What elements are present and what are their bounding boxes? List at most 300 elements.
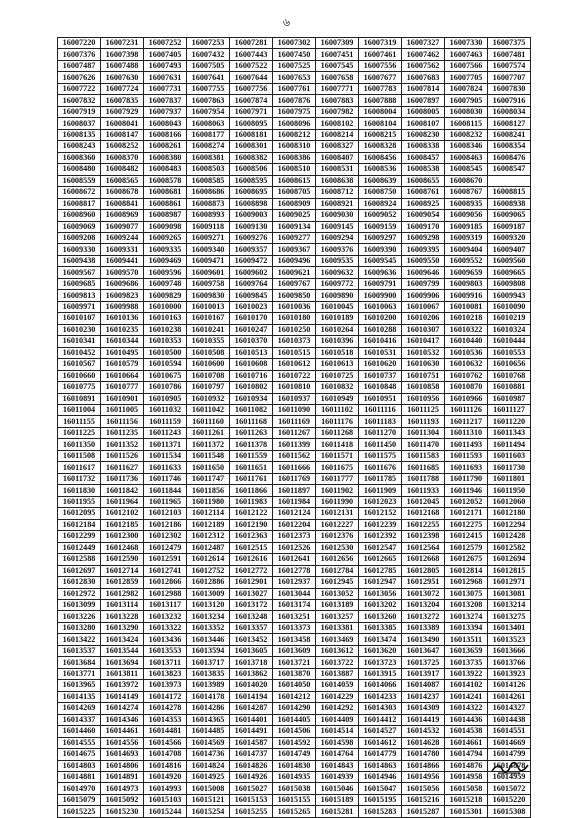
table-cell: 16007653 [273, 72, 316, 83]
table-cell: 16013862 [230, 668, 273, 679]
table-cell: 16014876 [445, 760, 488, 771]
table-cell: 16007574 [488, 60, 531, 71]
table-cell: 16011933 [402, 485, 445, 496]
table-cell: 16008815 [488, 187, 531, 198]
table-cell: 16007783 [359, 83, 402, 94]
table-row [58, 359, 531, 370]
table-cell: 16009988 [101, 301, 144, 312]
table-cell: 16008463 [445, 152, 488, 163]
table-cell: 16011790 [445, 473, 488, 484]
table-cell: 16014779 [359, 749, 402, 760]
table-cell: 16008166 [144, 129, 187, 140]
table-cell: 16007756 [230, 83, 273, 94]
table-cell: 16009685 [58, 278, 101, 289]
table-cell: 16012255 [402, 519, 445, 530]
table-row [58, 577, 531, 588]
table-cell: 16012275 [445, 519, 488, 530]
table-cell: 16008767 [445, 187, 488, 198]
table-cell: 16009601 [187, 267, 230, 278]
table-row [58, 118, 531, 129]
table-cell: 16010036 [273, 301, 316, 312]
table-cell: 16008381 [187, 152, 230, 163]
table-cell: 16010440 [445, 336, 488, 347]
table-cell: 16013260 [359, 611, 402, 622]
table-cell: 16008873 [187, 198, 230, 209]
table-row [58, 806, 531, 817]
table-cell: 16012815 [488, 565, 531, 576]
table-cell: 16010810 [273, 382, 316, 393]
table-cell: 16011005 [101, 405, 144, 416]
table-cell: 16010612 [273, 359, 316, 370]
table-row [58, 794, 531, 805]
table-cell: 16011650 [187, 462, 230, 473]
table-cell: 16008536 [359, 164, 402, 175]
table-cell: 16007525 [273, 60, 316, 71]
table-row [58, 657, 531, 668]
table-cell: 16011270 [359, 427, 402, 438]
table-cell: 16011267 [273, 427, 316, 438]
table-cell: 16012479 [144, 542, 187, 553]
table-cell: 16009065 [488, 210, 531, 221]
table-cell: 16007883 [316, 95, 359, 106]
table-cell: 16013718 [230, 657, 273, 668]
table-cell: 16007897 [402, 95, 445, 106]
table-cell: 16008559 [58, 175, 101, 186]
table-cell: 16010620 [359, 359, 402, 370]
table-cell: 16008181 [230, 129, 273, 140]
table-cell: 16008960 [58, 210, 101, 221]
table-cell: 16014229 [316, 691, 359, 702]
table-cell: 16015038 [273, 783, 316, 794]
table-cell: 16008695 [230, 187, 273, 198]
table-cell: 16010656 [488, 359, 531, 370]
table-cell: 16011263 [230, 427, 273, 438]
table-cell: 16010444 [488, 336, 531, 347]
table-cell: 16011965 [144, 496, 187, 507]
table-cell: 16007814 [402, 83, 445, 94]
table-cell: 16013511 [445, 634, 488, 645]
table-cell: 16014346 [101, 714, 144, 725]
table-cell: 16014514 [316, 726, 359, 737]
table-cell: 16013027 [230, 588, 273, 599]
table-cell: 16010848 [359, 382, 402, 393]
table-cell: 16007705 [445, 72, 488, 83]
table-row [58, 691, 531, 702]
table-cell: 16014436 [445, 714, 488, 725]
table-cell: 16010832 [316, 382, 359, 393]
table-cell: 16013385 [359, 622, 402, 633]
table-cell: 16012665 [359, 554, 402, 565]
table-cell: 16009357 [230, 244, 273, 255]
table-row [58, 83, 531, 94]
table-cell: 16011032 [144, 405, 187, 416]
table-cell: 16007929 [101, 106, 144, 117]
table-cell: 16012023 [359, 496, 402, 507]
table-cell: 16014506 [273, 726, 316, 737]
table-cell: 16011470 [402, 439, 445, 450]
table-cell: 16013722 [316, 657, 359, 668]
table-row [58, 749, 531, 760]
table-cell: 16011603 [488, 450, 531, 461]
table-cell: 16011983 [230, 496, 273, 507]
table-cell: 16009407 [488, 244, 531, 255]
table-cell: 16012515 [230, 542, 273, 553]
table-cell: 16009376 [316, 244, 359, 255]
table-cell: 16012095 [58, 508, 101, 519]
table-cell: 16010567 [58, 359, 101, 370]
table-cell: 16015301 [445, 806, 488, 817]
table-cell: 16007630 [101, 72, 144, 83]
table-row [58, 554, 531, 565]
table-cell: 16014353 [144, 714, 187, 725]
table-cell: 16008585 [187, 175, 230, 186]
table-cell: 16007755 [187, 83, 230, 94]
table-cell: 16013605 [230, 645, 273, 656]
table-row [58, 542, 531, 553]
table-cell: 16014816 [144, 760, 187, 771]
table-cell: 16013923 [488, 668, 531, 679]
table-cell: 16012122 [230, 508, 273, 519]
table-row [58, 496, 531, 507]
table-row [58, 152, 531, 163]
table-cell: 16010536 [445, 347, 488, 358]
table-cell: 16007556 [359, 60, 402, 71]
table-cell: 16008969 [101, 210, 144, 221]
table-cell: 16012772 [230, 565, 273, 576]
table-cell: 16010250 [273, 324, 316, 335]
table-cell: 16011155 [58, 416, 101, 427]
table-cell: 16007731 [144, 83, 187, 94]
table-cell: 16011627 [101, 462, 144, 473]
table-cell: 16009602 [230, 267, 273, 278]
table-cell: 16009276 [230, 232, 273, 243]
table-cell: 16008595 [230, 175, 273, 186]
table-cell: 16009298 [402, 232, 445, 243]
table-cell: 16012124 [273, 508, 316, 519]
table-row [58, 210, 531, 221]
table-cell: 16011534 [144, 450, 187, 461]
table-cell: 16009118 [187, 221, 230, 232]
table-cell: 16011830 [58, 485, 101, 496]
table-cell: 16010901 [101, 393, 144, 404]
table-cell: 16013251 [273, 611, 316, 622]
table-cell: 16012180 [488, 508, 531, 519]
table-cell: 16011897 [273, 485, 316, 496]
table-cell: 16011651 [230, 462, 273, 473]
table-cell: 16009367 [273, 244, 316, 255]
table-cell: 16007876 [273, 95, 316, 106]
table-cell: 16013594 [187, 645, 230, 656]
table-cell: 16011842 [101, 485, 144, 496]
table-cell: 16007487 [58, 60, 101, 71]
table-cell: 16015287 [402, 806, 445, 817]
table-cell: 16010238 [144, 324, 187, 335]
table-cell: 16013771 [58, 668, 101, 679]
table-cell: 16012052 [445, 496, 488, 507]
table-row [58, 405, 531, 416]
table-cell: 16008041 [101, 118, 144, 129]
table-cell: 16013965 [58, 680, 101, 691]
table-cell: 16011946 [445, 485, 488, 496]
table-cell: 16011984 [273, 496, 316, 507]
table-cell: 16013214 [488, 599, 531, 610]
table-cell: 16008921 [316, 198, 359, 209]
table-cell: 16011990 [316, 496, 359, 507]
table-row [58, 38, 531, 49]
table-cell: 16008672 [58, 187, 101, 198]
table-cell: 16014261 [488, 691, 531, 702]
table-cell: 16009665 [488, 267, 531, 278]
table-cell: 16010722 [273, 370, 316, 381]
table-cell: 16012184 [58, 519, 101, 530]
table-cell: 16012564 [402, 542, 445, 553]
table-cell: 16013174 [273, 599, 316, 610]
table-cell: 16012204 [273, 519, 316, 530]
table-cell: 16011193 [402, 416, 445, 427]
table-cell: 16007824 [445, 83, 488, 94]
table-cell: 16011125 [402, 405, 445, 416]
table-cell: 16008386 [273, 152, 316, 163]
table-cell: 16012668 [402, 554, 445, 565]
table-cell: 16013208 [445, 599, 488, 610]
table-row [58, 622, 531, 633]
table-cell: 16008004 [359, 106, 402, 117]
table-cell: 16012060 [488, 496, 531, 507]
table-cell: 16012982 [101, 588, 144, 599]
table-cell: 16012588 [58, 554, 101, 565]
table-cell: 16010949 [316, 393, 359, 404]
table-cell: 16014102 [445, 680, 488, 691]
table-cell: 16010768 [488, 370, 531, 381]
table-cell: 16013373 [273, 622, 316, 633]
table-cell: 16014764 [316, 749, 359, 760]
table-cell: 16013248 [230, 611, 273, 622]
table-cell: 16011082 [230, 405, 273, 416]
table-cell: 16011169 [273, 416, 316, 427]
table-cell: 16012186 [144, 519, 187, 530]
table-cell: 16011493 [445, 439, 488, 450]
table-cell: 16008328 [359, 141, 402, 152]
table-cell: 16010675 [144, 370, 187, 381]
table-cell: 16012530 [316, 542, 359, 553]
table-cell: 16011548 [187, 450, 230, 461]
table-cell: 16008005 [402, 106, 445, 117]
table-cell: 16008503 [187, 164, 230, 175]
table-cell: 16009772 [316, 278, 359, 289]
table-cell: 16015265 [273, 806, 316, 817]
table-cell: 16009791 [359, 278, 402, 289]
table-cell: 16014286 [187, 703, 230, 714]
table-cell: 16007220 [58, 38, 101, 49]
table-cell: 16009767 [273, 278, 316, 289]
table-cell: 16010341 [58, 336, 101, 347]
table-row [58, 508, 531, 519]
table-row [58, 726, 531, 737]
table-cell: 16008274 [187, 141, 230, 152]
table-cell: 16013922 [445, 668, 488, 679]
table-cell: 16014959 [488, 772, 531, 783]
table-cell: 16012227 [316, 519, 359, 530]
table-cell: 16010708 [187, 370, 230, 381]
table-cell: 16014794 [445, 749, 488, 760]
table-cell: 16014274 [101, 703, 144, 714]
table-cell: 16009265 [144, 232, 187, 243]
table-cell: 16010452 [58, 347, 101, 358]
table-cell: 16012363 [230, 531, 273, 542]
table-cell: 16008712 [316, 187, 359, 198]
table-cell: 16011730 [488, 462, 531, 473]
table-cell: 16014612 [359, 737, 402, 748]
table-row [58, 301, 531, 312]
table-cell: 16014826 [230, 760, 273, 771]
table-cell: 16010063 [359, 301, 402, 312]
table-cell: 16011571 [316, 450, 359, 461]
table-cell: 16009535 [316, 255, 359, 266]
table-cell: 16014736 [187, 749, 230, 760]
table-cell: 16015230 [101, 806, 144, 817]
table-cell: 16014556 [101, 737, 144, 748]
table-cell: 16012814 [445, 565, 488, 576]
table-cell: 16011902 [316, 485, 359, 496]
table-cell: 16014059 [316, 680, 359, 691]
table-cell: 16014806 [101, 760, 144, 771]
table-cell: 16011156 [101, 416, 144, 427]
table-cell: 16012415 [445, 531, 488, 542]
table-cell: 16014412 [359, 714, 402, 725]
table-row [58, 565, 531, 576]
table-cell: 16010355 [187, 336, 230, 347]
table-cell: 16007761 [273, 83, 316, 94]
table-cell: 16011562 [273, 450, 316, 461]
table-cell: 16007937 [144, 106, 187, 117]
table-cell: 16008230 [402, 129, 445, 140]
table-cell: 16012901 [230, 577, 273, 588]
table-cell: 16013202 [359, 599, 402, 610]
table-cell: 16008615 [273, 175, 316, 186]
table-cell: 16011350 [58, 439, 101, 450]
table-cell: 16008938 [488, 198, 531, 209]
table-cell: 16010660 [58, 370, 101, 381]
table-cell: 16012988 [144, 588, 187, 599]
table-cell: 16010163 [144, 313, 187, 324]
table-cell: 16008841 [101, 198, 144, 209]
table-cell: 16007462 [402, 49, 445, 60]
table-cell: 16014863 [359, 760, 402, 771]
table-cell: 16012131 [316, 508, 359, 519]
table-cell: 16010264 [316, 324, 359, 335]
table-cell: 16012168 [402, 508, 445, 519]
table-cell: 16010594 [144, 359, 187, 370]
table-cell: 16011844 [144, 485, 187, 496]
table-cell: 16008338 [402, 141, 445, 152]
table-cell: 16009052 [359, 210, 402, 221]
table-cell: 16008301 [230, 141, 273, 152]
table-cell: 16012968 [445, 577, 488, 588]
table-cell: 16009636 [359, 267, 402, 278]
table-cell: 16009395 [402, 244, 445, 255]
table-cell: 16015058 [445, 783, 488, 794]
table-cell: 16008547 [488, 164, 531, 175]
table-cell: 16014926 [230, 772, 273, 783]
table-cell: 16009496 [273, 255, 316, 266]
table-cell: 16008935 [445, 198, 488, 209]
table-cell: 16008817 [58, 198, 101, 209]
table-cell: 16011418 [316, 439, 359, 450]
table-cell: 16010891 [58, 393, 101, 404]
table-cell: 16007432 [187, 49, 230, 60]
table-cell: 16013553 [144, 645, 187, 656]
table-cell: 16010600 [187, 359, 230, 370]
table-cell: 16012547 [359, 542, 402, 553]
table-cell: 16010797 [187, 382, 230, 393]
table-cell: 16010802 [230, 382, 273, 393]
table-cell: 16008261 [144, 141, 187, 152]
table-cell: 16007566 [445, 60, 488, 71]
table-row [58, 129, 531, 140]
table-cell: 16008030 [445, 106, 488, 117]
table-cell: 16012951 [402, 577, 445, 588]
table-cell: 16013436 [144, 634, 187, 645]
table-cell: 16012312 [187, 531, 230, 542]
table-row [58, 531, 531, 542]
table-cell: 16007905 [445, 95, 488, 106]
table-cell: 16008638 [316, 175, 359, 186]
table-cell: 16015225 [58, 806, 101, 817]
table-cell: 16013446 [187, 634, 230, 645]
table-cell: 16008382 [230, 152, 273, 163]
table-cell: 16012152 [359, 508, 402, 519]
table-cell: 16011769 [273, 473, 316, 484]
table-cell: 16009890 [316, 290, 359, 301]
table-cell: 16008370 [101, 152, 144, 163]
table-cell: 16013659 [445, 645, 488, 656]
table-cell: 16008380 [144, 152, 187, 163]
table-cell: 16010200 [359, 313, 402, 324]
table-cell: 16009545 [359, 255, 402, 266]
table-cell: 16010000 [144, 301, 187, 312]
table-cell: 16014087 [402, 680, 445, 691]
table-cell: 16009185 [445, 221, 488, 232]
table-cell: 16010500 [144, 347, 187, 358]
table-cell: 16010180 [273, 313, 316, 324]
table-cell: 16014669 [488, 737, 531, 748]
signature-mark [490, 757, 530, 777]
table-cell: 16014749 [273, 749, 316, 760]
table-cell: 16013766 [488, 657, 531, 668]
table-cell: 16012614 [187, 554, 230, 565]
table-cell: 16013469 [316, 634, 359, 645]
table-row [58, 336, 531, 347]
table-cell: 16014569 [187, 737, 230, 748]
table-cell: 16009646 [402, 267, 445, 278]
table-cell: 16008457 [402, 152, 445, 163]
table-cell: 16013544 [101, 645, 144, 656]
table-cell: 16013117 [144, 599, 187, 610]
table-cell: 16014780 [402, 749, 445, 760]
table-cell: 16010247 [230, 324, 273, 335]
table-cell: 16007722 [58, 83, 101, 94]
table-cell: 16015079 [58, 794, 101, 805]
table-cell: 16008063 [187, 118, 230, 129]
table-cell: 16014970 [58, 783, 101, 794]
table-cell: 16007461 [359, 49, 402, 60]
table-cell: 16008232 [445, 129, 488, 140]
table-row [58, 703, 531, 714]
table-cell: 16009003 [230, 210, 273, 221]
table-cell: 16010762 [445, 370, 488, 381]
table-cell [488, 175, 531, 186]
table-cell: 16011747 [187, 473, 230, 484]
